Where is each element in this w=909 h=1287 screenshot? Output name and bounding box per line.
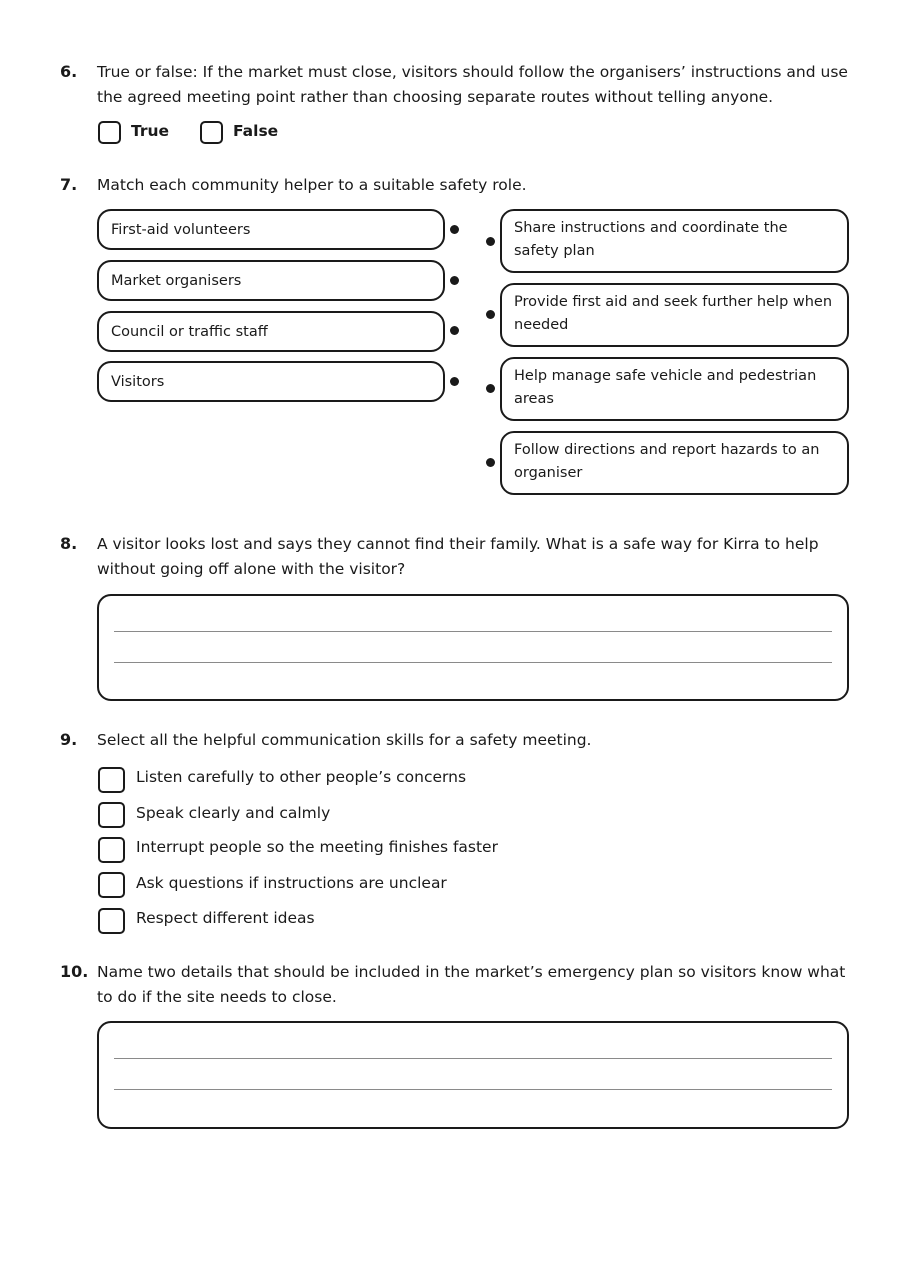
role-box[interactable] [500,283,849,347]
false-label: False [233,122,279,140]
helper-match-dot[interactable] [450,377,459,386]
question-number: 6. [60,62,78,81]
option-label: Listen carefully to other people’s concerns [136,768,467,786]
true-label: True [131,122,170,140]
role-label: Provide first aid and seek further help when needed [514,294,833,333]
true-checkbox[interactable] [98,121,121,144]
question-9 [60,728,850,938]
role-match-dot[interactable] [486,384,495,393]
question-text: Name two details that should be included in the market’s emergency plan so visitors know what to do if the site needs to close. [97,963,846,1006]
helper-box[interactable] [97,260,445,301]
answer-line [114,631,832,632]
role-box[interactable] [500,357,849,421]
answer-line [114,1089,832,1090]
option-checkbox[interactable] [98,802,125,828]
helper-box[interactable] [97,209,445,250]
helper-box[interactable] [97,361,445,402]
role-box[interactable] [500,431,849,495]
role-box[interactable] [500,209,849,273]
question-10 [60,960,850,1130]
helper-match-dot[interactable] [450,225,459,234]
question-text: Match each community helper to a suitable safety role. [97,176,527,194]
question-number: 7. [60,175,78,194]
role-label: Share instructions and coordinate the safety plan [514,220,788,259]
question-number: 8. [60,534,78,553]
option-checkbox[interactable] [98,837,125,863]
role-match-dot[interactable] [486,237,495,246]
question-text: True or false: If the market must close, visitors should follow the organisers’ instructions and use the agreed meeting point rather than choosing separate routes without telling anyone. [97,63,848,106]
answer-line [114,662,832,663]
option-checkbox[interactable] [98,767,125,793]
helper-label: Council or traffic staff [111,323,268,340]
question-6 [60,60,850,150]
option-label: Speak clearly and calmly [136,804,331,822]
role-match-dot[interactable] [486,310,495,319]
false-checkbox[interactable] [200,121,223,144]
question-number: 10. [60,962,89,981]
helper-match-dot[interactable] [450,276,459,285]
question-number: 9. [60,730,78,749]
helper-match-dot[interactable] [450,326,459,335]
answer-line [114,1058,832,1059]
option-checkbox[interactable] [98,872,125,898]
option-checkbox[interactable] [98,908,125,934]
helper-label: Market organisers [111,272,242,289]
question-8 [60,532,850,702]
helper-label: Visitors [111,373,165,390]
helper-label: First-aid volunteers [111,221,251,238]
helper-box[interactable] [97,311,445,352]
question-7 [60,173,850,503]
option-label: Interrupt people so the meeting finishes faster [136,838,498,856]
option-label: Respect different ideas [136,909,315,927]
question-text: A visitor looks lost and says they cannot find their family. What is a safe way for Kirra to help without going off alone with the visitor? [97,535,819,578]
role-label: Help manage safe vehicle and pedestrian areas [514,368,817,407]
question-text: Select all the helpful communication skills for a safety meeting. [97,731,592,749]
option-label: Ask questions if instructions are unclear [136,874,447,892]
answer-box[interactable] [97,1021,849,1129]
role-match-dot[interactable] [486,458,495,467]
role-label: Follow directions and report hazards to an organiser [514,442,820,481]
answer-box[interactable] [97,594,849,701]
